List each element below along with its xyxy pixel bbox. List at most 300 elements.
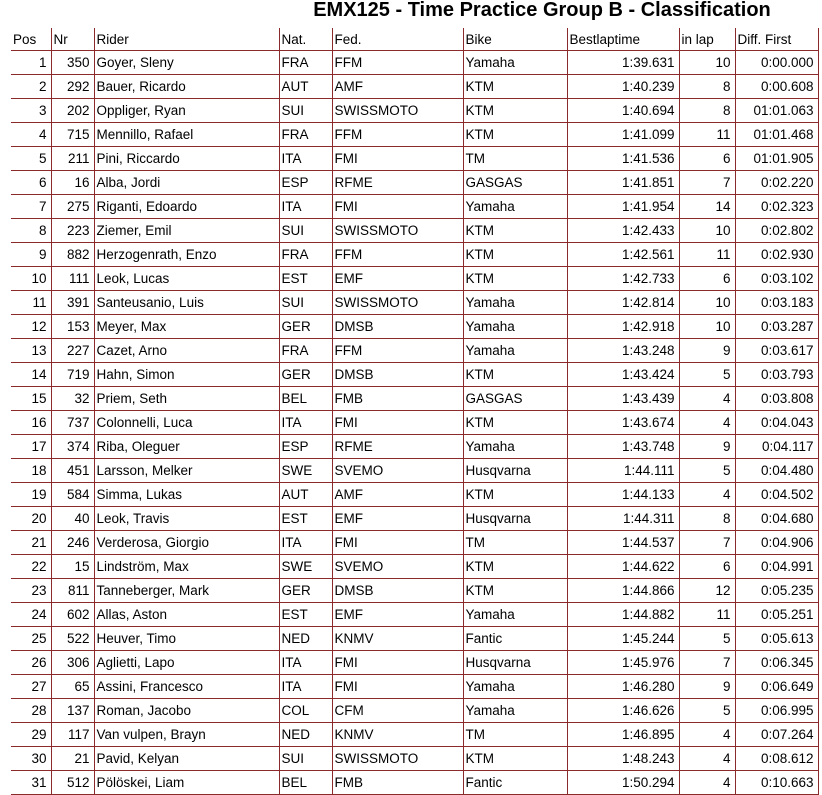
cell-bike: KTM xyxy=(463,219,567,243)
table-row xyxy=(11,195,818,219)
col-pos: Pos xyxy=(11,28,51,51)
cell-rider: Santeusanio, Luis xyxy=(94,291,279,315)
cell-nr: 223 xyxy=(51,219,94,243)
cell-nr: 512 xyxy=(51,771,94,795)
cell-bestlaptime: 1:50.294 xyxy=(567,771,679,795)
cell-inlap: 7 xyxy=(679,651,735,675)
cell-nr: 715 xyxy=(51,123,94,147)
cell-bestlaptime: 1:44.882 xyxy=(567,603,679,627)
cell-pos: 5 xyxy=(11,147,51,171)
cell-nat: ITA xyxy=(279,147,332,171)
cell-inlap: 5 xyxy=(679,459,735,483)
cell-bike: KTM xyxy=(463,747,567,771)
cell-fed: FMI xyxy=(332,195,463,219)
cell-diff-first: 0:04.117 xyxy=(735,435,818,459)
cell-nr: 15 xyxy=(51,555,94,579)
cell-fed: SWISSMOTO xyxy=(332,219,463,243)
cell-bestlaptime: 1:42.561 xyxy=(567,243,679,267)
cell-fed: FMB xyxy=(332,771,463,795)
cell-bestlaptime: 1:43.424 xyxy=(567,363,679,387)
cell-nat: ITA xyxy=(279,675,332,699)
table-row xyxy=(11,315,818,339)
cell-bike: Fantic xyxy=(463,771,567,795)
cell-pos: 7 xyxy=(11,195,51,219)
cell-inlap: 9 xyxy=(679,435,735,459)
cell-nat: ITA xyxy=(279,651,332,675)
table-row xyxy=(11,411,818,435)
cell-fed: FMI xyxy=(332,651,463,675)
cell-nr: 584 xyxy=(51,483,94,507)
table-row xyxy=(11,387,818,411)
cell-nat: SUI xyxy=(279,99,332,123)
table-row xyxy=(11,747,818,771)
cell-bestlaptime: 1:41.099 xyxy=(567,123,679,147)
cell-pos: 22 xyxy=(11,555,51,579)
cell-bestlaptime: 1:46.895 xyxy=(567,723,679,747)
cell-rider: Heuver, Timo xyxy=(94,627,279,651)
cell-pos: 3 xyxy=(11,99,51,123)
cell-rider: Lindström, Max xyxy=(94,555,279,579)
cell-fed: EMF xyxy=(332,507,463,531)
cell-bestlaptime: 1:41.536 xyxy=(567,147,679,171)
table-row xyxy=(11,771,818,795)
cell-nat: NED xyxy=(279,723,332,747)
cell-nr: 451 xyxy=(51,459,94,483)
cell-bestlaptime: 1:40.694 xyxy=(567,99,679,123)
table-row xyxy=(11,291,818,315)
cell-rider: Pölöskei, Liam xyxy=(94,771,279,795)
cell-inlap: 8 xyxy=(679,99,735,123)
cell-bestlaptime: 1:48.243 xyxy=(567,747,679,771)
cell-rider: Herzogenrath, Enzo xyxy=(94,243,279,267)
table-row xyxy=(11,435,818,459)
cell-diff-first: 0:03.287 xyxy=(735,315,818,339)
cell-nr: 246 xyxy=(51,531,94,555)
cell-inlap: 10 xyxy=(679,291,735,315)
cell-diff-first: 0:00.000 xyxy=(735,51,818,75)
cell-nr: 602 xyxy=(51,603,94,627)
cell-fed: FMI xyxy=(332,675,463,699)
cell-inlap: 4 xyxy=(679,483,735,507)
cell-rider: Priem, Seth xyxy=(94,387,279,411)
cell-pos: 29 xyxy=(11,723,51,747)
cell-bestlaptime: 1:44.622 xyxy=(567,555,679,579)
table-row xyxy=(11,267,818,291)
cell-diff-first: 0:00.608 xyxy=(735,75,818,99)
cell-fed: FFM xyxy=(332,123,463,147)
cell-inlap: 5 xyxy=(679,627,735,651)
cell-pos: 25 xyxy=(11,627,51,651)
cell-diff-first: 01:01.063 xyxy=(735,99,818,123)
cell-bike: Yamaha xyxy=(463,51,567,75)
cell-bestlaptime: 1:45.976 xyxy=(567,651,679,675)
cell-nat: BEL xyxy=(279,771,332,795)
table-row xyxy=(11,555,818,579)
cell-rider: Bauer, Ricardo xyxy=(94,75,279,99)
cell-nat: SUI xyxy=(279,747,332,771)
cell-pos: 23 xyxy=(11,579,51,603)
cell-pos: 6 xyxy=(11,171,51,195)
cell-fed: FFM xyxy=(332,51,463,75)
cell-bike: KTM xyxy=(463,363,567,387)
col-bike: Bike xyxy=(463,28,567,51)
cell-pos: 15 xyxy=(11,387,51,411)
cell-nat: FRA xyxy=(279,243,332,267)
cell-rider: Pavid, Kelyan xyxy=(94,747,279,771)
cell-nr: 32 xyxy=(51,387,94,411)
cell-rider: Tanneberger, Mark xyxy=(94,579,279,603)
cell-pos: 30 xyxy=(11,747,51,771)
table-row xyxy=(11,723,818,747)
cell-nat: BEL xyxy=(279,387,332,411)
cell-pos: 8 xyxy=(11,219,51,243)
cell-rider: Roman, Jacobo xyxy=(94,699,279,723)
cell-bestlaptime: 1:42.433 xyxy=(567,219,679,243)
cell-bestlaptime: 1:44.866 xyxy=(567,579,679,603)
cell-diff-first: 0:10.663 xyxy=(735,771,818,795)
cell-nr: 40 xyxy=(51,507,94,531)
table-row xyxy=(11,123,818,147)
cell-bike: KTM xyxy=(463,99,567,123)
cell-bike: KTM xyxy=(463,483,567,507)
cell-bestlaptime: 1:43.748 xyxy=(567,435,679,459)
cell-fed: CFM xyxy=(332,699,463,723)
cell-pos: 17 xyxy=(11,435,51,459)
cell-nat: ITA xyxy=(279,531,332,555)
header-row xyxy=(11,28,818,51)
cell-inlap: 4 xyxy=(679,723,735,747)
cell-nat: SWE xyxy=(279,459,332,483)
cell-rider: Leok, Lucas xyxy=(94,267,279,291)
col-inlap: in lap xyxy=(679,28,735,51)
cell-rider: Goyer, Sleny xyxy=(94,51,279,75)
cell-nat: GER xyxy=(279,579,332,603)
cell-pos: 16 xyxy=(11,411,51,435)
table-row xyxy=(11,147,818,171)
col-rider: Rider xyxy=(94,28,279,51)
cell-rider: Mennillo, Rafael xyxy=(94,123,279,147)
cell-bike: KTM xyxy=(463,75,567,99)
cell-fed: SWISSMOTO xyxy=(332,747,463,771)
cell-diff-first: 0:04.906 xyxy=(735,531,818,555)
cell-inlap: 9 xyxy=(679,675,735,699)
cell-pos: 2 xyxy=(11,75,51,99)
cell-diff-first: 0:06.345 xyxy=(735,651,818,675)
table-row xyxy=(11,75,818,99)
table-row xyxy=(11,675,818,699)
cell-nr: 719 xyxy=(51,363,94,387)
cell-diff-first: 01:01.468 xyxy=(735,123,818,147)
cell-diff-first: 0:04.502 xyxy=(735,483,818,507)
cell-bike: KTM xyxy=(463,243,567,267)
table-row xyxy=(11,459,818,483)
cell-bike: TM xyxy=(463,723,567,747)
cell-fed: FMI xyxy=(332,411,463,435)
cell-fed: SWISSMOTO xyxy=(332,291,463,315)
cell-diff-first: 0:03.102 xyxy=(735,267,818,291)
cell-nr: 111 xyxy=(51,267,94,291)
cell-nat: ESP xyxy=(279,171,332,195)
cell-diff-first: 0:04.043 xyxy=(735,411,818,435)
cell-rider: Oppliger, Ryan xyxy=(94,99,279,123)
cell-diff-first: 01:01.905 xyxy=(735,147,818,171)
table-row xyxy=(11,531,818,555)
table-row xyxy=(11,699,818,723)
page-title: EMX125 - Time Practice Group B - Classification xyxy=(313,0,771,21)
cell-inlap: 10 xyxy=(679,219,735,243)
cell-rider: Leok, Travis xyxy=(94,507,279,531)
table-row xyxy=(11,99,818,123)
cell-rider: Alba, Jordi xyxy=(94,171,279,195)
cell-fed: DMSB xyxy=(332,363,463,387)
col-nat: Nat. xyxy=(279,28,332,51)
cell-bestlaptime: 1:41.851 xyxy=(567,171,679,195)
cell-fed: FMI xyxy=(332,531,463,555)
cell-rider: Hahn, Simon xyxy=(94,363,279,387)
cell-inlap: 8 xyxy=(679,507,735,531)
cell-nat: COL xyxy=(279,699,332,723)
cell-bike: Yamaha xyxy=(463,675,567,699)
cell-pos: 28 xyxy=(11,699,51,723)
cell-nr: 211 xyxy=(51,147,94,171)
col-diff-first: Diff. First xyxy=(735,28,818,51)
cell-nat: EST xyxy=(279,267,332,291)
cell-nr: 21 xyxy=(51,747,94,771)
table-row xyxy=(11,339,818,363)
cell-bestlaptime: 1:46.626 xyxy=(567,699,679,723)
cell-nat: ITA xyxy=(279,195,332,219)
cell-bike: Husqvarna xyxy=(463,459,567,483)
cell-nat: AUT xyxy=(279,75,332,99)
cell-diff-first: 0:05.251 xyxy=(735,603,818,627)
cell-nat: ITA xyxy=(279,411,332,435)
cell-diff-first: 0:02.323 xyxy=(735,195,818,219)
cell-inlap: 5 xyxy=(679,699,735,723)
cell-pos: 14 xyxy=(11,363,51,387)
cell-nr: 202 xyxy=(51,99,94,123)
table-row xyxy=(11,483,818,507)
cell-bestlaptime: 1:43.439 xyxy=(567,387,679,411)
cell-diff-first: 0:03.617 xyxy=(735,339,818,363)
cell-inlap: 6 xyxy=(679,555,735,579)
cell-inlap: 11 xyxy=(679,243,735,267)
cell-bestlaptime: 1:41.954 xyxy=(567,195,679,219)
cell-bike: Yamaha xyxy=(463,195,567,219)
cell-diff-first: 0:05.235 xyxy=(735,579,818,603)
cell-nat: AUT xyxy=(279,483,332,507)
cell-bike: KTM xyxy=(463,555,567,579)
cell-bestlaptime: 1:44.133 xyxy=(567,483,679,507)
cell-rider: Ziemer, Emil xyxy=(94,219,279,243)
cell-bestlaptime: 1:43.248 xyxy=(567,339,679,363)
cell-inlap: 10 xyxy=(679,315,735,339)
cell-diff-first: 0:03.793 xyxy=(735,363,818,387)
cell-nr: 292 xyxy=(51,75,94,99)
cell-rider: Meyer, Max xyxy=(94,315,279,339)
cell-pos: 21 xyxy=(11,531,51,555)
cell-bike: GASGAS xyxy=(463,387,567,411)
cell-fed: KNMV xyxy=(332,627,463,651)
cell-rider: Riba, Oleguer xyxy=(94,435,279,459)
cell-diff-first: 0:04.680 xyxy=(735,507,818,531)
cell-diff-first: 0:02.930 xyxy=(735,243,818,267)
cell-bestlaptime: 1:42.733 xyxy=(567,267,679,291)
cell-diff-first: 0:06.995 xyxy=(735,699,818,723)
cell-pos: 27 xyxy=(11,675,51,699)
cell-bike: Yamaha xyxy=(463,603,567,627)
table-row xyxy=(11,627,818,651)
cell-rider: Colonnelli, Luca xyxy=(94,411,279,435)
cell-inlap: 4 xyxy=(679,387,735,411)
cell-nr: 737 xyxy=(51,411,94,435)
cell-nat: SUI xyxy=(279,291,332,315)
cell-nat: EST xyxy=(279,507,332,531)
cell-bike: Husqvarna xyxy=(463,651,567,675)
cell-rider: Larsson, Melker xyxy=(94,459,279,483)
cell-bike: GASGAS xyxy=(463,171,567,195)
cell-nat: EST xyxy=(279,603,332,627)
cell-diff-first: 0:06.649 xyxy=(735,675,818,699)
cell-bike: Fantic xyxy=(463,627,567,651)
cell-inlap: 4 xyxy=(679,411,735,435)
cell-fed: AMF xyxy=(332,75,463,99)
cell-bike: Husqvarna xyxy=(463,507,567,531)
cell-bike: TM xyxy=(463,531,567,555)
cell-nr: 391 xyxy=(51,291,94,315)
cell-bestlaptime: 1:44.537 xyxy=(567,531,679,555)
cell-inlap: 7 xyxy=(679,171,735,195)
cell-inlap: 11 xyxy=(679,603,735,627)
cell-nat: FRA xyxy=(279,339,332,363)
cell-bike: Yamaha xyxy=(463,435,567,459)
cell-nat: SWE xyxy=(279,555,332,579)
cell-fed: DMSB xyxy=(332,315,463,339)
cell-inlap: 8 xyxy=(679,75,735,99)
cell-nr: 65 xyxy=(51,675,94,699)
cell-pos: 24 xyxy=(11,603,51,627)
cell-rider: Assini, Francesco xyxy=(94,675,279,699)
cell-nr: 522 xyxy=(51,627,94,651)
cell-diff-first: 0:04.480 xyxy=(735,459,818,483)
cell-fed: EMF xyxy=(332,267,463,291)
cell-nat: ESP xyxy=(279,435,332,459)
cell-pos: 20 xyxy=(11,507,51,531)
cell-diff-first: 0:08.612 xyxy=(735,747,818,771)
cell-bestlaptime: 1:42.918 xyxy=(567,315,679,339)
cell-fed: KNMV xyxy=(332,723,463,747)
cell-nat: GER xyxy=(279,363,332,387)
cell-inlap: 11 xyxy=(679,123,735,147)
cell-diff-first: 0:03.183 xyxy=(735,291,818,315)
cell-rider: Aglietti, Lapo xyxy=(94,651,279,675)
cell-bike: Yamaha xyxy=(463,315,567,339)
cell-bike: KTM xyxy=(463,123,567,147)
cell-bestlaptime: 1:44.311 xyxy=(567,507,679,531)
cell-fed: SVEMO xyxy=(332,555,463,579)
cell-nat: GER xyxy=(279,315,332,339)
cell-inlap: 6 xyxy=(679,147,735,171)
cell-fed: DMSB xyxy=(332,579,463,603)
cell-inlap: 14 xyxy=(679,195,735,219)
cell-rider: Pini, Riccardo xyxy=(94,147,279,171)
table-row xyxy=(11,363,818,387)
cell-bike: Yamaha xyxy=(463,339,567,363)
cell-fed: FFM xyxy=(332,243,463,267)
cell-bike: KTM xyxy=(463,579,567,603)
cell-rider: Simma, Lukas xyxy=(94,483,279,507)
cell-diff-first: 0:03.808 xyxy=(735,387,818,411)
cell-fed: RFME xyxy=(332,435,463,459)
cell-bestlaptime: 1:40.239 xyxy=(567,75,679,99)
cell-fed: SVEMO xyxy=(332,459,463,483)
cell-inlap: 9 xyxy=(679,339,735,363)
cell-inlap: 6 xyxy=(679,267,735,291)
cell-nat: FRA xyxy=(279,51,332,75)
cell-bestlaptime: 1:45.244 xyxy=(567,627,679,651)
cell-nr: 137 xyxy=(51,699,94,723)
cell-rider: Cazet, Arno xyxy=(94,339,279,363)
cell-bestlaptime: 1:46.280 xyxy=(567,675,679,699)
col-nr: Nr xyxy=(51,28,94,51)
col-fed: Fed. xyxy=(332,28,463,51)
cell-rider: Allas, Aston xyxy=(94,603,279,627)
cell-nat: SUI xyxy=(279,219,332,243)
cell-bike: Yamaha xyxy=(463,291,567,315)
cell-fed: FFM xyxy=(332,339,463,363)
cell-inlap: 10 xyxy=(679,51,735,75)
cell-nr: 306 xyxy=(51,651,94,675)
table-row xyxy=(11,51,818,75)
cell-pos: 26 xyxy=(11,651,51,675)
cell-nr: 275 xyxy=(51,195,94,219)
cell-pos: 31 xyxy=(11,771,51,795)
cell-inlap: 12 xyxy=(679,579,735,603)
cell-bestlaptime: 1:39.631 xyxy=(567,51,679,75)
col-bestlaptime: Bestlaptime xyxy=(567,28,679,51)
cell-pos: 19 xyxy=(11,483,51,507)
classification-table xyxy=(11,28,819,795)
cell-diff-first: 0:02.802 xyxy=(735,219,818,243)
table-row xyxy=(11,243,818,267)
cell-fed: EMF xyxy=(332,603,463,627)
cell-fed: FMI xyxy=(332,147,463,171)
cell-bike: Yamaha xyxy=(463,699,567,723)
cell-pos: 9 xyxy=(11,243,51,267)
cell-fed: RFME xyxy=(332,171,463,195)
cell-bike: KTM xyxy=(463,411,567,435)
cell-fed: FMB xyxy=(332,387,463,411)
cell-inlap: 5 xyxy=(679,363,735,387)
cell-fed: SWISSMOTO xyxy=(332,99,463,123)
table-row xyxy=(11,651,818,675)
cell-pos: 11 xyxy=(11,291,51,315)
table-row xyxy=(11,219,818,243)
cell-diff-first: 0:07.264 xyxy=(735,723,818,747)
cell-pos: 12 xyxy=(11,315,51,339)
cell-inlap: 4 xyxy=(679,747,735,771)
cell-rider: Verderosa, Giorgio xyxy=(94,531,279,555)
cell-nr: 117 xyxy=(51,723,94,747)
cell-nr: 882 xyxy=(51,243,94,267)
table-row xyxy=(11,507,818,531)
cell-nr: 227 xyxy=(51,339,94,363)
table-row xyxy=(11,579,818,603)
cell-pos: 18 xyxy=(11,459,51,483)
cell-nat: NED xyxy=(279,627,332,651)
cell-diff-first: 0:05.613 xyxy=(735,627,818,651)
cell-diff-first: 0:02.220 xyxy=(735,171,818,195)
cell-bike: TM xyxy=(463,147,567,171)
